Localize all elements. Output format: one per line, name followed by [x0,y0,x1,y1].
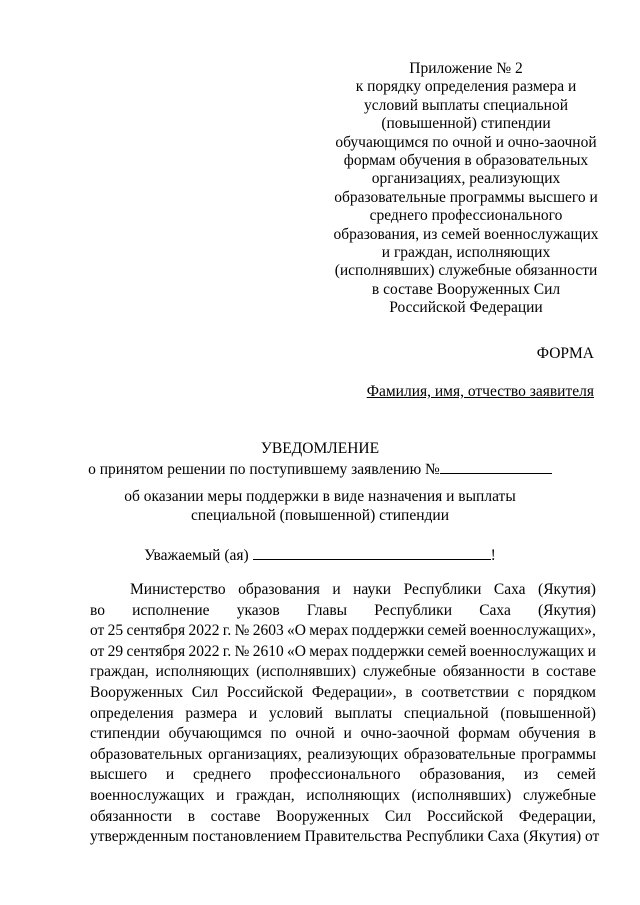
body-word: (Якутия) [538,581,596,598]
body-word: стипендии [90,725,160,743]
appendix-line: среднего профессионального [369,207,563,225]
body-word: науки [353,581,392,598]
body-word: Федерации», [311,683,397,701]
body-word: (исполнявших) [411,786,512,804]
notice-subtitle-text: о принятом решении по поступившему заявлению № [88,461,440,478]
body-word: г. [222,642,232,660]
appendix-line: (исполнявших) служебные обязанности [334,262,598,280]
body-word: специальной [403,704,489,722]
body-word: 25 [107,622,124,640]
body-word: во [90,601,105,619]
body-word: от [90,642,105,660]
appendix-line: формам обучения в образовательных [343,152,589,170]
body-line [90,827,600,848]
body-word: в [405,683,413,701]
body-word: формам [458,725,510,743]
body-word: Российской [426,807,504,825]
body-word: составе [546,663,596,681]
body-word: служебные [362,663,436,681]
notice-about-line: специальной (повышенной) стипендии [191,507,449,524]
body-word: семей [557,766,596,784]
body-word: в [588,725,596,743]
body-line [90,580,596,601]
body-word: военнослужащих», [469,622,596,640]
body-word: сентября [126,622,186,640]
body-line [90,662,596,683]
body-word: образования, [419,766,506,784]
appendix-line: Российской Федерации [389,299,543,317]
body-word: соответствии [421,683,509,701]
body-word: Министерство [130,581,226,598]
body-word: реализующих [307,745,399,763]
appendix-line: организациях, реализующих [371,170,561,188]
body-word: обязанности [442,663,525,681]
body-word: составе [210,807,261,825]
body-word: Федерации, [518,807,596,825]
body-word: Сил [191,683,219,701]
body-word: семей [427,622,467,640]
body-word: «О [287,622,306,640]
body-word: поддержки [351,642,425,660]
body-line [90,683,596,704]
body-word: 2022 [188,622,220,640]
body-word: условий [268,704,323,722]
body-word: в [531,663,540,681]
body-word: в [187,807,196,825]
body-word: и [216,786,225,804]
body-word: граждан, [235,786,295,804]
applicant-name-field: Фамилия, имя, отчество заявителя [366,383,594,400]
body-word: исполнение [132,601,210,619]
body-word: с [517,683,525,701]
body-line [90,765,596,786]
body-word: и [165,766,175,784]
appendix-line: условий выплаты специальной [363,96,568,114]
body-word: Саха [493,581,526,598]
body-word: очной [295,725,335,743]
appendix-header [318,60,614,318]
body-word: указов [236,601,280,619]
body-word: сентября [126,642,186,660]
appendix-line: к порядку определения размера и [355,78,577,96]
body-word: Российской [226,683,304,701]
application-number-blank [440,459,552,474]
body-line [90,642,596,663]
body-line [90,704,596,725]
body-word: 2022 [188,642,220,660]
body-line [90,786,596,807]
body-word: № [234,622,250,640]
body-word: мерах [309,642,349,660]
body-word: военнослужащих [469,642,585,660]
notice-about-line: об оказании меры поддержки в виде назначения и выплаты [124,488,516,505]
appendix-line: и граждан, исполняющих [381,244,551,262]
recipient-name-blank [253,545,491,560]
appendix-line: (повышенной) стипендии [381,115,551,133]
body-word: (повышенной) [500,704,596,722]
body-word: семей [427,642,467,660]
body-word: из [523,766,539,784]
body-word: служебные [522,786,596,804]
body-line [90,601,596,622]
salutation [40,545,600,565]
body-word: по [270,725,287,743]
body-word: Вооруженных [276,807,370,825]
salutation-suffix: ! [490,547,496,564]
body-word: программы [521,745,596,763]
body-word: № [234,642,250,660]
body-word: образования [238,581,320,598]
appendix-line: в составе Вооруженных Сил [371,280,561,298]
body-word: выплаты [334,704,393,722]
body-line [90,807,596,828]
body-word: (Якутия) [538,601,596,619]
appendix-line: Приложение № 2 [409,60,523,77]
body-word: мерах [309,622,349,640]
body-line [90,724,596,745]
body-word: Республики [374,601,453,619]
body-word: поддержки [351,622,425,640]
body-word: образовательных [90,745,203,763]
body-word: высшего [90,766,148,784]
body-line-text: утвержденным постановлением Правительства Республики Саха (Якутия) от [90,828,600,846]
body-line [90,745,596,766]
body-word: очно-заочной [360,725,450,743]
body-word: организациях, [208,745,302,763]
body-word: исполняющих [155,663,250,681]
body-word: исполняющих [306,786,400,804]
salutation-prefix: Уважаемый (ая) [144,547,249,564]
body-word: Сил [384,807,412,825]
body-word: военнослужащих [90,786,205,804]
body-word: Республики [403,581,482,598]
body-line [90,621,596,642]
body-word: обязанности [90,807,173,825]
body-word: и [587,642,596,660]
notice-subtitle [40,459,600,479]
body-word: и [332,581,341,598]
body-paragraph [90,580,600,848]
body-word: «О [287,642,306,660]
appendix-line: обучающимся по очной и очно-заочной [335,133,597,151]
body-word: обучения [518,725,580,743]
body-word: профессионального [269,766,401,784]
body-word: образовательные [403,745,516,763]
appendix-line: образования, из семей военнослужащих [333,225,599,243]
body-word: среднего [192,766,252,784]
body-word: г. [222,622,232,640]
body-word: (исполнявших) [256,663,357,681]
body-word: и [343,725,352,743]
form-label: ФОРМА [536,345,594,362]
body-word: порядком [533,683,596,701]
body-word: Главы [306,601,348,619]
appendix-line: образовательные программы высшего и [334,188,598,206]
body-word: обучающимся [168,725,262,743]
body-word: и [248,704,258,722]
body-word: 2603 [252,622,284,640]
body-word: размера [185,704,238,722]
body-word: 2610 [252,642,284,660]
notice-title: УВЕДОМЛЕНИЕ [260,440,380,457]
body-word: 29 [107,642,124,660]
body-word: Вооруженных [90,683,184,701]
body-word: от [90,622,105,640]
body-word: Саха [479,601,511,619]
body-word: определения [90,704,174,722]
body-word: граждан, [90,663,149,681]
